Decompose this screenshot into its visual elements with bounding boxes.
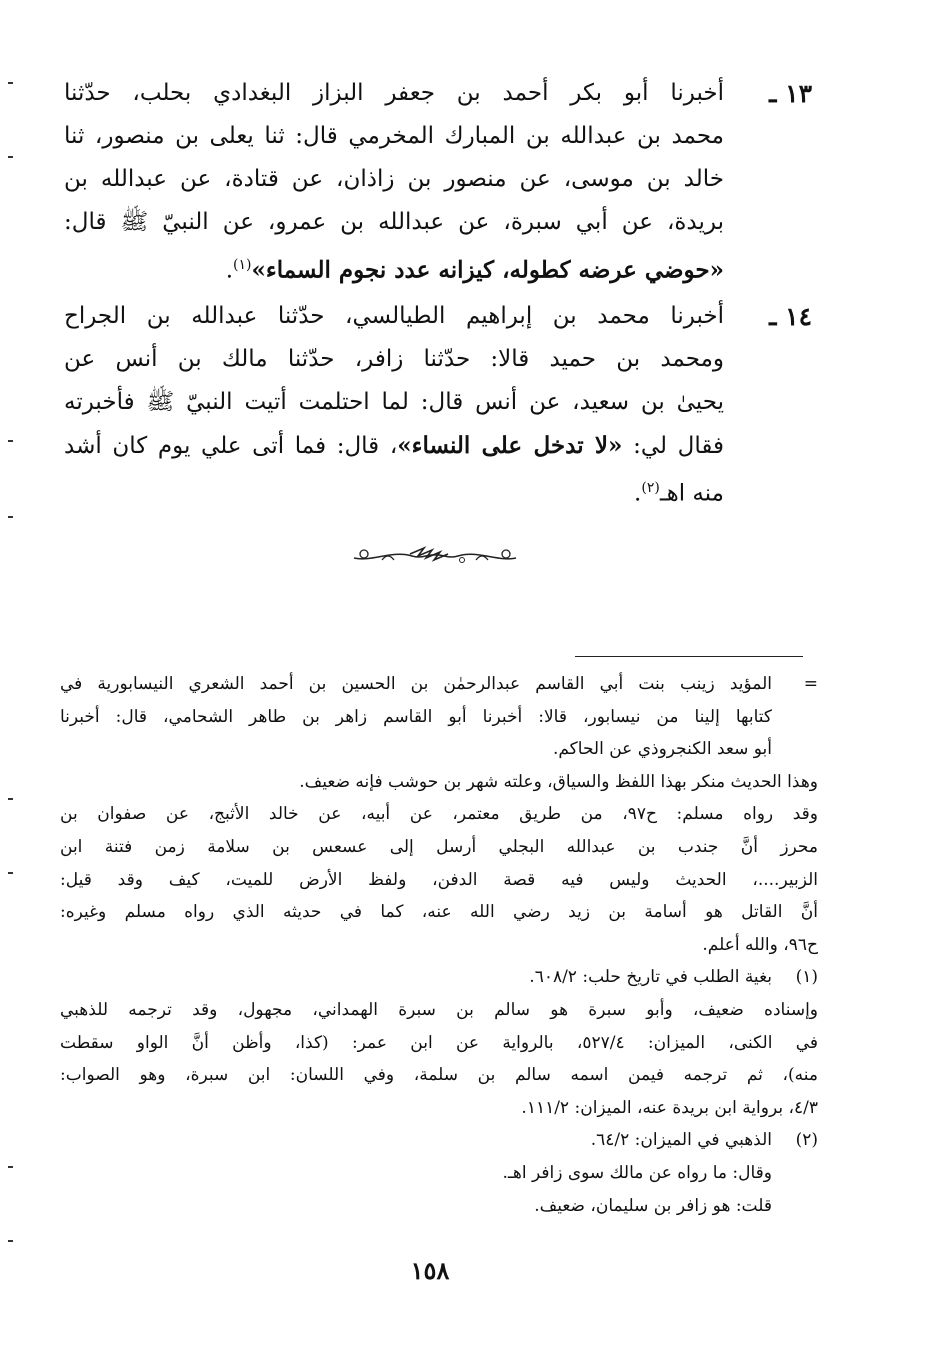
- footnote-line: أنَّ القاتل هو أسامة بن زيد رضي الله عنه، كما في حديثه الذي رواه مسلم وغيره:: [60, 902, 818, 923]
- footnote-line: ٤/٣، برواية ابن بريدة عنه، الميزان: ١١١/٢.: [521, 1097, 818, 1118]
- hadith-line: يحيىٰ بن سعيد، عن أنس قال: لما احتلمت أتيت النبيّ ﷺ فأخبرته: [64, 389, 724, 415]
- line-text: الذهبي في الميزان: ٦٤/٢.: [590, 1130, 772, 1151]
- footnote-line: الزبير....، الحديث وليس فيه قصة الدفن، ولفظ الأرض للميت، كيف وقد قيل:: [60, 869, 818, 890]
- hadith-line: محمد بن عبدالله بن المبارك المخرمي قال: ثنا يعلى بن منصور، ثنا: [64, 123, 724, 149]
- hadith-line: [64, 244, 724, 287]
- hadith-line: أخبرنا محمد بن إبراهيم الطيالسي، حدّثنا عبدالله بن الجراح: [64, 303, 724, 329]
- scan-speck: [8, 1166, 13, 1168]
- hadith-line: [64, 467, 724, 510]
- footnote-line: وقال: ما رواه عن مالك سوى زافر اهـ.: [502, 1162, 772, 1183]
- footnote-line: في الكنى، الميزان: ٥٢٧/٤، بالرواية عن ابن عمر: (كذا، وأظن أنَّ الواو سقطت: [60, 1032, 818, 1053]
- ornament-divider-icon: [352, 540, 518, 570]
- hadith-line: [64, 424, 724, 467]
- scan-speck: [8, 156, 13, 158]
- footnote-line: محرز أنَّ جندب بن عبدالله البجلي أرسل إلى عسعس بن سلامة زمن فتنة ابن: [60, 836, 818, 857]
- scan-speck: [8, 1240, 13, 1242]
- line-text: ، قال: فما أتى علي يوم كان أشد: [64, 433, 398, 459]
- footnote-line: أبو سعد الكنجروذي عن الحاكم.: [552, 739, 772, 760]
- period: .: [225, 257, 234, 284]
- scan-speck: [8, 872, 13, 874]
- main-text: [64, 72, 816, 510]
- footnote-ref[interactable]: (٢): [641, 480, 660, 496]
- continuation-marker: =: [803, 674, 818, 694]
- scan-speck: [8, 798, 13, 800]
- hadith-line: خالد بن موسى، عن منصور بن زاذان، عن قتادة، عن عبدالله بن: [64, 166, 724, 192]
- scan-speck: [8, 82, 13, 84]
- footnote-line: وإسناده ضعيف، وأبو سبرة هو سالم بن سبرة الهمداني، مجهول، وقد ترجمه للذهبي: [60, 999, 818, 1020]
- footnote-line: منه)، ثم ترجمه فيمن اسمه سالم بن سلمة، وفي اللسان: ابن سبرة، وهو الصواب:: [60, 1065, 818, 1086]
- footnote-line: ح٩٦، والله أعلم.: [702, 934, 818, 955]
- footnote-line: وهذا الحديث منكر بهذا اللفظ والسياق، وعلته شهر بن حوشب فإنه ضعيف.: [299, 771, 818, 792]
- footnote-line: [60, 668, 818, 701]
- scan-speck: [8, 516, 13, 518]
- footnote-marker: (١): [795, 967, 818, 988]
- hadith-number: ١٣ ـ: [769, 79, 812, 108]
- line-text: بغية الطلب في تاريخ حلب: ٦٠٨/٢.: [529, 967, 772, 988]
- hadith-line: أخبرنا أبو بكر أحمد بن جعفر البزاز البغدادي بحلب، حدّثنا: [64, 80, 724, 106]
- hadith-14: [64, 295, 816, 510]
- line-text: فقال لي:: [633, 433, 724, 459]
- footnote-1: [60, 961, 818, 994]
- line-text: المؤيد زينب بنت أبي القاسم عبدالرحمٰن بن الحسين بن أحمد الشعري النيسابورية في: [60, 674, 772, 694]
- scan-speck: [8, 440, 13, 442]
- footnote-marker: (٢): [795, 1130, 818, 1151]
- footnote-separator: [575, 656, 803, 657]
- footnote-line: وقد رواه مسلم: ح٩٧، من طريق معتمر، عن أبيه، عن خالد الأثبج، عن صفوان بن: [60, 804, 818, 825]
- hadith-quote: «لا تدخل على النساء»: [397, 432, 623, 459]
- footnote-2: [60, 1124, 818, 1157]
- hadith-number: ١٤ ـ: [769, 302, 812, 331]
- period: .: [634, 480, 642, 507]
- line-text: منه اهـ: [659, 480, 724, 507]
- hadith-line: ومحمد بن حميد قالا: حدّثنا زافر، حدّثنا مالك بن أنس عن: [64, 346, 724, 372]
- hadith-line: بريدة، عن أبي سبرة، عن عبدالله بن عمرو، عن النبيّ ﷺ قال:: [64, 209, 724, 235]
- hadith-quote: «حوضي عرضه كطوله، كيزانه عدد نجوم السماء»: [251, 256, 724, 284]
- footnote-ref[interactable]: (١): [233, 257, 252, 273]
- page-number: ١٥٨: [410, 1256, 450, 1285]
- hadith-13: [64, 72, 816, 287]
- footnote-line: كتابها إلينا من نيسابور، قالا: أخبرنا أبو القاسم زاهر بن طاهر الشحامي، قال: أخبرنا: [60, 706, 772, 727]
- footnotes: [60, 668, 818, 1222]
- footnote-line: قلت: هو زافر بن سليمان، ضعيف.: [534, 1195, 772, 1216]
